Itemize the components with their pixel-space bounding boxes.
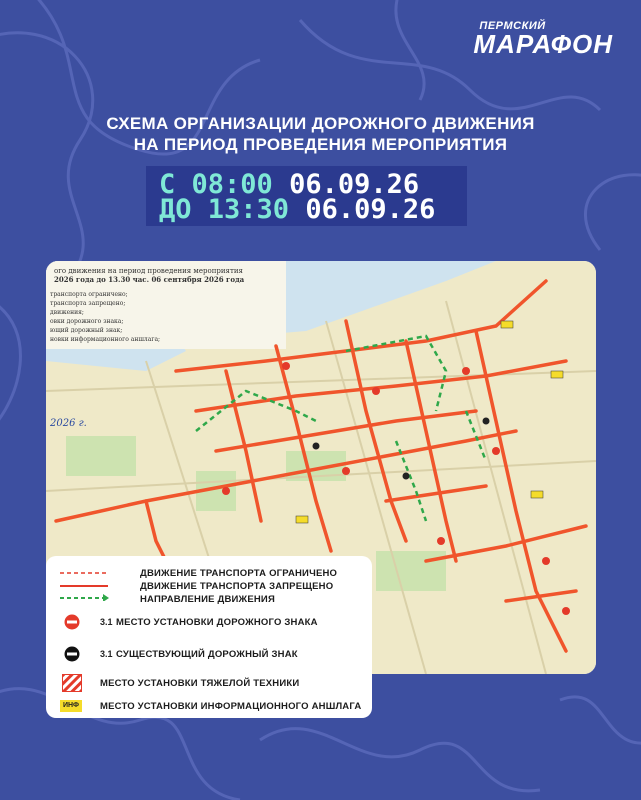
legend-existing-sign: СУЩЕСТВУЮЩИЙ ДОРОЖНЫЙ ЗНАК bbox=[116, 648, 298, 660]
page-title bbox=[0, 113, 641, 155]
map-note-6: новки информационного аншлага; bbox=[50, 336, 161, 343]
legend-line-symbols bbox=[60, 569, 110, 601]
date-range-box bbox=[146, 166, 467, 226]
date-to bbox=[159, 196, 435, 223]
legend-direction: НАПРАВЛЕНИЕ ДВИЖЕНИЯ bbox=[140, 593, 275, 605]
info-sign-icon: ИНФ bbox=[60, 700, 82, 712]
no-entry-icon bbox=[64, 614, 80, 630]
legend-restricted: ДВИЖЕНИЕ ТРАНСПОРТА ОГРАНИЧЕНО bbox=[140, 567, 338, 579]
map-note-5: ющий дорожный знак; bbox=[50, 327, 123, 334]
date-from-date: 06.09.26 bbox=[289, 169, 420, 200]
existing-sign-icon bbox=[64, 646, 80, 662]
legend-existing-sign-num: 3.1 bbox=[100, 649, 113, 659]
legend-heavy: МЕСТО УСТАНОВКИ ТЯЖЕЛОЙ ТЕХНИКИ bbox=[100, 677, 300, 689]
legend-info: МЕСТО УСТАНОВКИ ИНФОРМАЦИОННОГО АНШЛАГА bbox=[100, 700, 362, 712]
title-line1: СХЕМА ОРГАНИЗАЦИИ ДОРОЖНОГО ДВИЖЕНИЯ bbox=[106, 114, 535, 133]
date-to-date: 06.09.26 bbox=[305, 194, 436, 225]
title-line2: НА ПЕРИОД ПРОВЕДЕНИЯ МЕРОПРИЯТИЯ bbox=[133, 135, 508, 154]
map-heading-1: ого движения на период проведения мероприятия bbox=[54, 267, 243, 275]
map-note-3: движения; bbox=[50, 309, 84, 316]
map-stamp: 2026 г. bbox=[50, 418, 87, 429]
date-to-time: ДО 13:30 bbox=[159, 194, 290, 225]
heavy-machinery-icon bbox=[62, 674, 82, 692]
legend-new-sign-num: 3.1 bbox=[100, 617, 113, 627]
logo-line2: МАРАФОН bbox=[473, 29, 613, 59]
map-heading-2: 2026 года до 13.30 час. 06 сентября 2026 года bbox=[54, 275, 245, 284]
map-note-2: транспорта запрещено; bbox=[50, 300, 126, 307]
logo-line1: ПЕРМСКИЙ bbox=[479, 20, 546, 32]
map-legend bbox=[46, 556, 372, 718]
date-from-time: С 08:00 bbox=[159, 169, 273, 200]
map-note-1: транспорта ограничено; bbox=[50, 291, 128, 298]
legend-new-sign: МЕСТО УСТАНОВКИ ДОРОЖНОГО ЗНАКА bbox=[116, 616, 318, 628]
legend-forbidden: ДВИЖЕНИЕ ТРАНСПОРТА ЗАПРЕЩЕНО bbox=[140, 580, 334, 592]
marathon-logo bbox=[473, 20, 613, 59]
map-note-4: овки дорожного знака; bbox=[50, 318, 124, 325]
